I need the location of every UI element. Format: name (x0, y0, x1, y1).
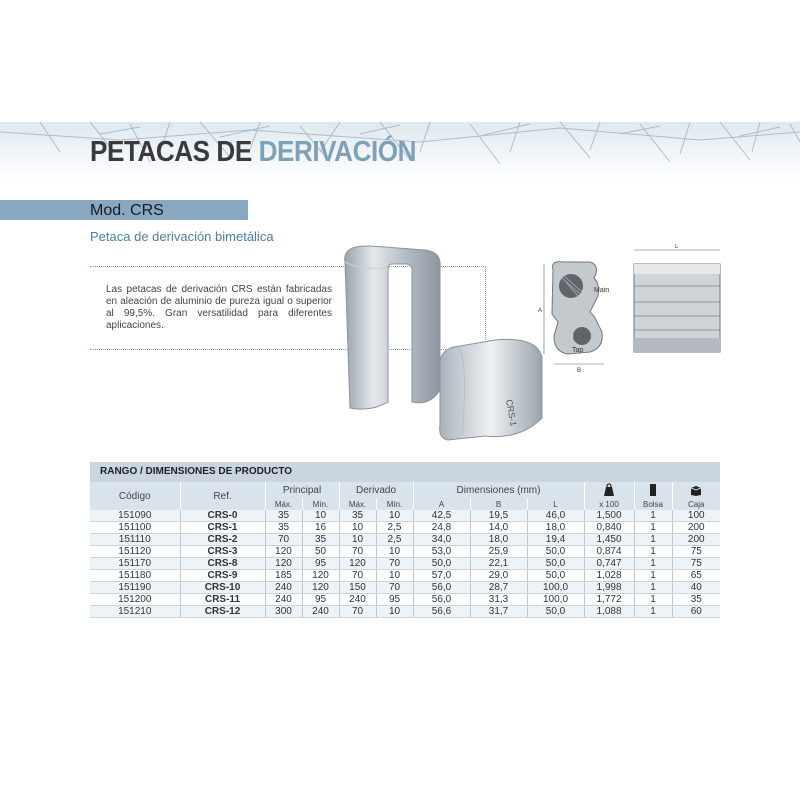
cell-codigo: 151120 (90, 546, 180, 558)
description-text: Las petacas de derivación CRS están fabricadas en aleación de aluminio de pureza igual o superior al 99,5%. Gran versatilidad para diferentes aplicaciones. (106, 284, 332, 331)
cell-weight: 0,747 (584, 558, 634, 570)
table-body (90, 510, 720, 618)
table-row (90, 510, 720, 522)
cell-derivado-min: 70 (376, 582, 413, 594)
cell-dim-a: 53,0 (413, 546, 470, 558)
cell-derivado-min: 10 (376, 606, 413, 618)
tap-label: Tap (572, 347, 584, 354)
page-title-part1: PETACAS DE (90, 136, 259, 168)
dim-a-label: A (538, 308, 543, 314)
table-row (90, 522, 720, 534)
cell-ref: CRS-11 (180, 594, 265, 606)
main-label: Main (594, 287, 610, 294)
cell-dim-a: 34,0 (413, 534, 470, 546)
bag-icon (648, 483, 658, 497)
cell-bolsa: 1 (634, 606, 672, 618)
col-principal: Principal (265, 482, 339, 498)
table-row (90, 558, 720, 570)
col-weight-icon-cell (584, 482, 634, 498)
cell-principal-min: 95 (302, 594, 339, 606)
cell-derivado-min: 95 (376, 594, 413, 606)
cell-principal-max: 240 (265, 582, 302, 594)
col-dim-a: A (413, 498, 470, 510)
cell-codigo: 151210 (90, 606, 180, 618)
cell-weight: 0,840 (584, 522, 634, 534)
cell-principal-max: 120 (265, 558, 302, 570)
col-caja-icon-cell (672, 482, 720, 498)
cell-ref: CRS-0 (180, 510, 265, 522)
cell-bolsa: 1 (634, 558, 672, 570)
cell-caja: 35 (672, 594, 720, 606)
cell-weight: 1,450 (584, 534, 634, 546)
dim-l-label: L (675, 244, 679, 250)
col-derivado-max: Máx. (339, 498, 376, 510)
cell-codigo: 151110 (90, 534, 180, 546)
cell-weight: 1,772 (584, 594, 634, 606)
cell-dim-l: 18,0 (527, 522, 584, 534)
product-range-table (90, 462, 720, 618)
cell-derivado-max: 10 (339, 534, 376, 546)
cell-dim-l: 100,0 (527, 582, 584, 594)
page-title (90, 136, 416, 169)
cell-principal-min: 240 (302, 606, 339, 618)
col-caja: Caja (672, 498, 720, 510)
cell-bolsa: 1 (634, 582, 672, 594)
cell-derivado-min: 70 (376, 558, 413, 570)
cell-ref: CRS-8 (180, 558, 265, 570)
cell-bolsa: 1 (634, 534, 672, 546)
col-dim-l: L (527, 498, 584, 510)
cell-dim-b: 29,0 (470, 570, 527, 582)
cell-dim-b: 25,9 (470, 546, 527, 558)
cell-dim-a: 56,6 (413, 606, 470, 618)
table-row (90, 594, 720, 606)
cell-principal-min: 50 (302, 546, 339, 558)
cell-bolsa: 1 (634, 570, 672, 582)
cell-derivado-min: 10 (376, 546, 413, 558)
col-bolsa-icon-cell (634, 482, 672, 498)
cell-dim-l: 50,0 (527, 558, 584, 570)
col-weight: x 100 (584, 498, 634, 510)
cross-section-diagram (538, 256, 628, 376)
cell-weight: 1,998 (584, 582, 634, 594)
cell-caja: 75 (672, 558, 720, 570)
cell-principal-min: 120 (302, 582, 339, 594)
box-icon (689, 483, 703, 497)
table-row (90, 570, 720, 582)
product-marking: CRS-1 (504, 398, 519, 427)
cell-caja: 200 (672, 522, 720, 534)
cell-codigo: 151090 (90, 510, 180, 522)
cell-ref: CRS-1 (180, 522, 265, 534)
cell-dim-a: 42,5 (413, 510, 470, 522)
cell-bolsa: 1 (634, 510, 672, 522)
cell-dim-l: 46,0 (527, 510, 584, 522)
cell-derivado-min: 10 (376, 570, 413, 582)
cell-principal-max: 35 (265, 522, 302, 534)
cell-dim-b: 28,7 (470, 582, 527, 594)
cell-ref: CRS-9 (180, 570, 265, 582)
table-row (90, 582, 720, 594)
cell-codigo: 151170 (90, 558, 180, 570)
cell-principal-max: 300 (265, 606, 302, 618)
cell-dim-a: 24,8 (413, 522, 470, 534)
col-dim-b: B (470, 498, 527, 510)
col-codigo: Código (90, 482, 180, 510)
cell-derivado-max: 120 (339, 558, 376, 570)
cell-dim-b: 19,5 (470, 510, 527, 522)
cell-dim-b: 14,0 (470, 522, 527, 534)
cell-principal-max: 240 (265, 594, 302, 606)
cell-dim-a: 56,0 (413, 582, 470, 594)
cell-principal-min: 16 (302, 522, 339, 534)
cell-principal-max: 185 (265, 570, 302, 582)
dim-b-label: B (577, 368, 582, 374)
product-photo (330, 240, 550, 450)
cell-dim-l: 100,0 (527, 594, 584, 606)
model-label: Mod. CRS (90, 202, 164, 219)
table-row (90, 546, 720, 558)
cell-ref: CRS-12 (180, 606, 265, 618)
cell-ref: CRS-10 (180, 582, 265, 594)
cell-dim-b: 22,1 (470, 558, 527, 570)
cell-codigo: 151100 (90, 522, 180, 534)
table-row (90, 606, 720, 618)
cell-derivado-max: 70 (339, 570, 376, 582)
cell-weight: 0,874 (584, 546, 634, 558)
cell-bolsa: 1 (634, 594, 672, 606)
cell-principal-max: 70 (265, 534, 302, 546)
cell-principal-min: 95 (302, 558, 339, 570)
cell-weight: 1,088 (584, 606, 634, 618)
table-title: RANGO / DIMENSIONES DE PRODUCTO (90, 462, 720, 482)
product-subtitle: Petaca de derivación bimetálica (90, 229, 274, 244)
cell-bolsa: 1 (634, 522, 672, 534)
cell-derivado-max: 70 (339, 546, 376, 558)
col-derivado: Derivado (339, 482, 413, 498)
cell-principal-max: 35 (265, 510, 302, 522)
cell-dim-l: 50,0 (527, 606, 584, 618)
table-row (90, 534, 720, 546)
cell-derivado-max: 70 (339, 606, 376, 618)
cell-derivado-max: 35 (339, 510, 376, 522)
cell-caja: 100 (672, 510, 720, 522)
cell-weight: 1,028 (584, 570, 634, 582)
col-ref: Ref. (180, 482, 265, 510)
cell-principal-min: 35 (302, 534, 339, 546)
cell-caja: 75 (672, 546, 720, 558)
col-principal-min: Mín. (302, 498, 339, 510)
cell-derivado-min: 10 (376, 510, 413, 522)
cell-ref: CRS-3 (180, 546, 265, 558)
cell-dim-a: 50,0 (413, 558, 470, 570)
page-title-part2: DERIVACIÓN (258, 136, 417, 168)
cell-derivado-max: 10 (339, 522, 376, 534)
cell-dim-l: 50,0 (527, 546, 584, 558)
cell-principal-max: 120 (265, 546, 302, 558)
cell-derivado-min: 2,5 (376, 534, 413, 546)
cell-principal-min: 10 (302, 510, 339, 522)
cell-caja: 40 (672, 582, 720, 594)
cell-caja: 60 (672, 606, 720, 618)
col-dimensiones: Dimensiones (mm) (413, 482, 584, 498)
cell-dim-a: 56,0 (413, 594, 470, 606)
cell-dim-b: 31,7 (470, 606, 527, 618)
side-view-diagram (628, 244, 728, 364)
col-bolsa: Bolsa (634, 498, 672, 510)
cell-derivado-max: 240 (339, 594, 376, 606)
cell-ref: CRS-2 (180, 534, 265, 546)
col-derivado-min: Mín. (376, 498, 413, 510)
cell-derivado-max: 150 (339, 582, 376, 594)
cell-dim-a: 57,0 (413, 570, 470, 582)
col-principal-max: Máx. (265, 498, 302, 510)
cell-weight: 1,500 (584, 510, 634, 522)
cell-dim-l: 19,4 (527, 534, 584, 546)
cell-codigo: 151180 (90, 570, 180, 582)
weight-kg-icon (601, 483, 617, 497)
cell-derivado-min: 2,5 (376, 522, 413, 534)
cell-codigo: 151190 (90, 582, 180, 594)
cell-dim-b: 18,0 (470, 534, 527, 546)
cell-caja: 200 (672, 534, 720, 546)
cell-dim-b: 31,3 (470, 594, 527, 606)
cell-bolsa: 1 (634, 546, 672, 558)
cell-codigo: 151200 (90, 594, 180, 606)
cell-dim-l: 50,0 (527, 570, 584, 582)
cell-caja: 65 (672, 570, 720, 582)
cell-principal-min: 120 (302, 570, 339, 582)
